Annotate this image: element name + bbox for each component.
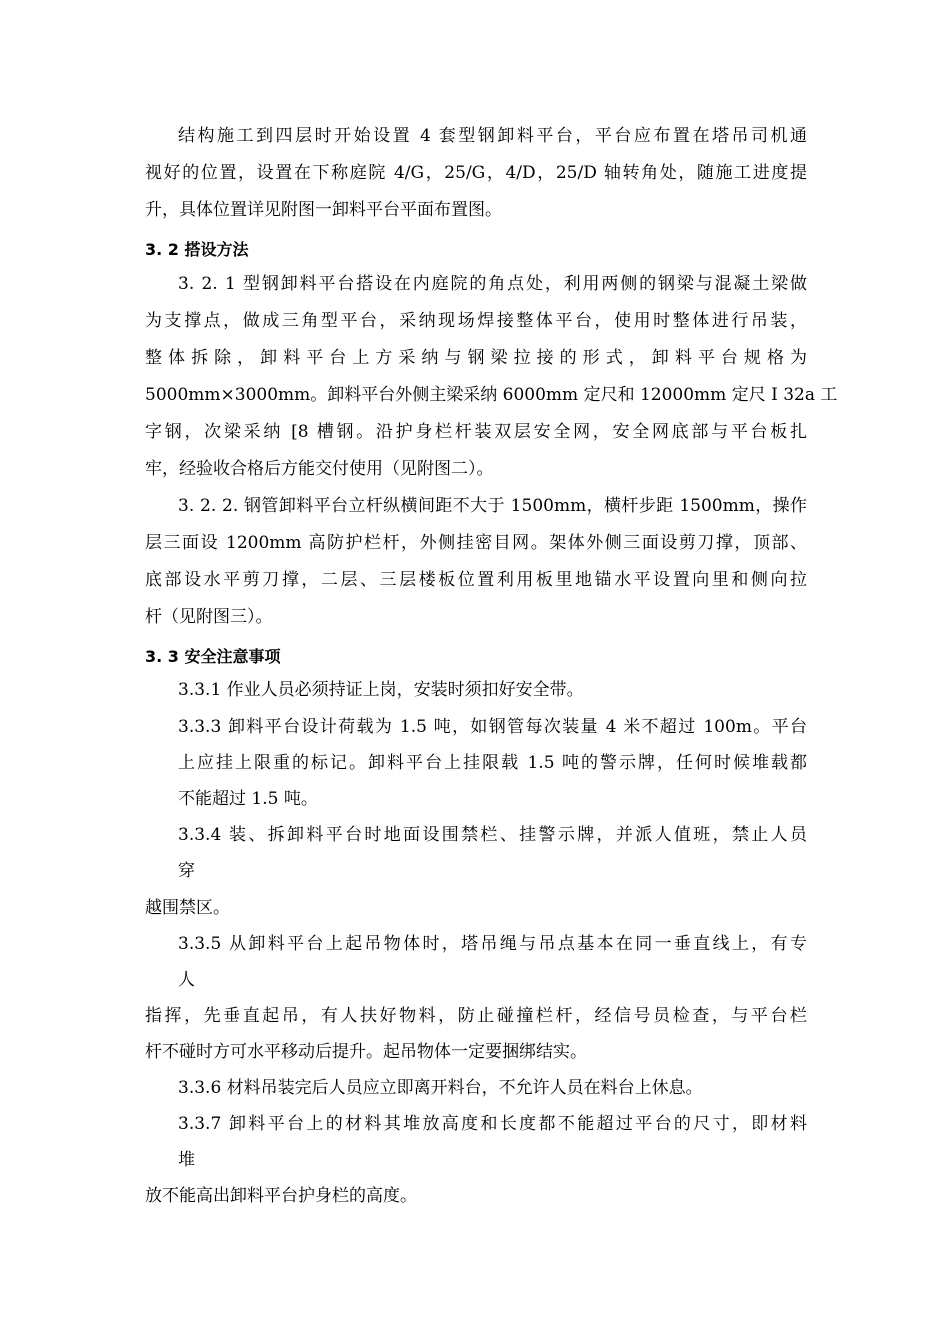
para322-line: 3. 2. 2. 钢管卸料平台立杆纵横间距不大于 1500mm，横杆步距 1500mm，操作 — [178, 496, 807, 516]
para1-line: 结构施工到四层时开始设置 4 套型钢卸料平台，平台应布置在塔吊司机通 — [178, 126, 807, 146]
item335-line: 3.3.5 从卸料平台上起吊物体时，塔吊绳与吊点基本在同一垂直线上，有专 — [178, 934, 807, 954]
para321-line: 5000mm×3000mm。卸料平台外侧主梁采纳 6000mm 定尺和 12000mm 定尺 I 32a 工 — [145, 385, 838, 405]
item337-line: 3.3.7 卸料平台上的材料其堆放高度和长度都不能超过平台的尺寸，即材料 — [178, 1114, 807, 1134]
item333-line: 3.3.3 卸料平台设计荷载为 1.5 吨，如钢管每次装量 4 米不超过 100m。平台 — [178, 717, 807, 737]
para322-line: 杆（见附图三）。 — [145, 607, 273, 627]
item334-line: 越围禁区。 — [145, 898, 230, 918]
para321-line: 为支撑点，做成三角型平台，采纳现场焊接整体平台，使用时整体进行吊装， — [145, 311, 807, 331]
para321-line: 整体拆除，卸料平台上方采纳与钢梁拉接的形式，卸料平台规格为 — [145, 348, 807, 368]
para1-line: 升，具体位置详见附图一卸料平台平面布置图。 — [145, 200, 502, 220]
para322-line: 底部设水平剪刀撑，二层、三层楼板位置利用板里地锚水平设置向里和侧向拉 — [145, 570, 807, 590]
item334-line: 穿 — [178, 861, 195, 881]
section-heading: 3. 2 搭设方法 — [145, 240, 249, 259]
item337-line: 堆 — [178, 1150, 195, 1170]
item335-line: 指挥，先垂直起吊，有人扶好物料，防止碰撞栏杆，经信号员检查，与平台栏 — [145, 1006, 807, 1026]
para321-line: 字钢，次梁采纳 [8 槽钢。沿护身栏杆装双层安全网，安全网底部与平台板扎 — [145, 422, 807, 442]
item335-line: 人 — [178, 970, 195, 990]
para321-line: 3. 2. 1 型钢卸料平台搭设在内庭院的角点处，利用两侧的钢梁与混凝土梁做 — [178, 274, 807, 294]
item334-line: 3.3.4 装、拆卸料平台时地面设围禁栏、挂警示牌，并派人值班，禁止人员 — [178, 825, 807, 845]
item336-line: 3.3.6 材料吊装完后人员应立即离开料台，不允许人员在料台上休息。 — [178, 1078, 703, 1098]
para1-line: 视好的位置，设置在下称庭院 4/G，25/G，4/D，25/D 轴转角处，随施工进度提 — [145, 163, 807, 183]
item333-line: 不能超过 1.5 吨。 — [178, 789, 318, 809]
para321-line: 牢，经验收合格后方能交付使用（见附图二）。 — [145, 459, 494, 479]
para322-line: 层三面设 1200mm 高防护栏杆，外侧挂密目网。架体外侧三面设剪刀撑，顶部、 — [145, 533, 807, 553]
item331-line: 3.3.1 作业人员必须持证上岗，安装时须扣好安全带。 — [178, 680, 584, 700]
item337-line: 放不能高出卸料平台护身栏的高度。 — [145, 1186, 417, 1206]
item335-line: 杆不碰时方可水平移动后提升。起吊物体一定要捆绑结实。 — [145, 1042, 587, 1062]
section-heading: 3. 3 安全注意事项 — [145, 647, 281, 666]
item333-line: 上应挂上限重的标记。卸料平台上挂限载 1.5 吨的警示牌，任何时候堆载都 — [178, 753, 807, 773]
